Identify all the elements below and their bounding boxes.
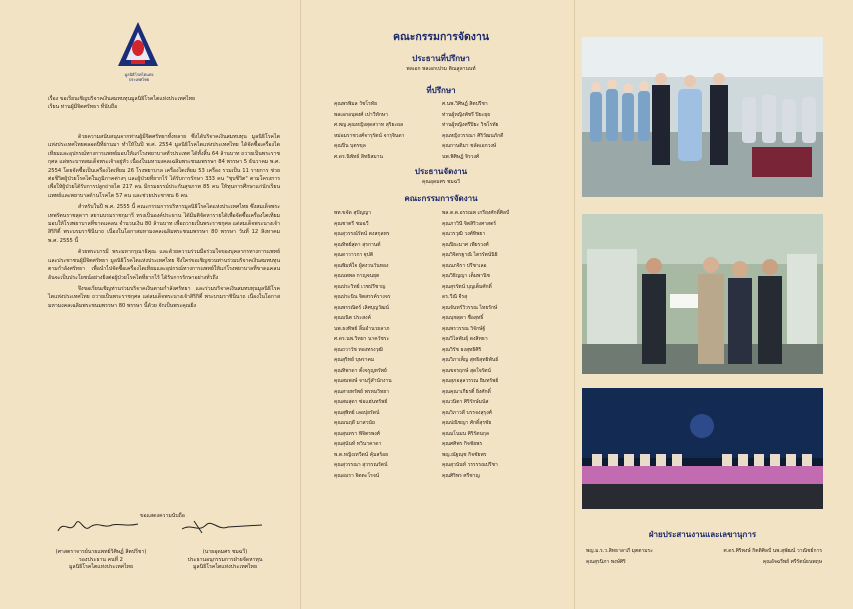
member-name: คุณสมสุดา ซ่อแฮ่นทรัพย์ [334, 399, 388, 405]
member-name: คุณสุนันท์ ทวินาคาดา [334, 441, 382, 447]
member-name: คุณมโนมน ศิริรัตนกุล [442, 430, 489, 437]
logo-caption [104, 72, 174, 82]
fold-line-left [300, 0, 301, 609]
list-item [326, 450, 558, 461]
list-item [586, 557, 822, 568]
member-name: คุณทิพาดา ตั้งจรูญทรัพย์ [334, 367, 387, 374]
member-name: คุณสุวรรณ์รัตน์ ตงสกุลทร [334, 231, 390, 237]
member-name: คุณคุณาเกียรติ์ ยิ่งศักดิ์ [442, 388, 491, 395]
letter-paragraph: สำหรับในปี พ.ศ. 2555 นี้ คณะกรรมการบริหารมูลนิธิโรคไตแห่งประเทศไทย ซึ่งสมเด็จพระเทพรัตนราชสุดาฯ สยามบรมราชกุมารี ทรงเป็นองค์ประธาน ได้มีมติจัดหารายได้เพื่อจัดซื้อเครื่องไตเทียมมอบให้โรงพยาบาลที่ขาดแคลน จำนวนเงิน 80 ล้านบาท เพื่อถวายเป็นพระราชกุศล แด่สมเด็จพระนางเจ้าสิริกิติ์ พระบรมราชินีนาถ เนื่องในโอกาสมหามงคลเฉลิมพระชนมพรรษา 80 พรรษา วันที่ 12 สิงหาคม พ.ศ. 2555 นี้ [48, 204, 280, 244]
member-name: คุณภาวินี จิตสิริวงศาสตร์ [442, 220, 497, 227]
advisor-name: คุณปิ่น บุตรขุล [334, 143, 366, 149]
list-item [326, 376, 558, 387]
photo-event-stage [582, 388, 823, 509]
photo-donation-ceremony [582, 214, 823, 374]
list-item [326, 261, 558, 272]
list-item [326, 271, 558, 282]
list-item [326, 397, 558, 408]
member-name: ดร.วีณี จีรสุ [442, 294, 468, 300]
signature-2-icon [172, 515, 282, 539]
organizing-committee-title: คณะกรรมการจัดงาน [404, 194, 478, 203]
list-item [326, 131, 558, 142]
advisors-title: ที่ปรึกษา [426, 86, 456, 95]
member-name: คุณวิจิตรฐาณิ ไตรรัตน์นิธิ [442, 252, 498, 258]
list-item [326, 141, 558, 152]
member-name: คุณสมพงษ์ จามรู้สำนักงาน [334, 378, 392, 384]
list-item [326, 334, 558, 345]
member-name: นพ.ธงทิพย์ ลิ้มอำนวยลาภ [334, 325, 390, 332]
member-name: คุณประวิทย์ เวชปรีชาญ [334, 283, 386, 290]
letter-recipient: เรียน ท่านผู้มีจิตศรัทธา ที่นับถือ [48, 104, 118, 110]
chair-title: ประธานจัดงาน [414, 167, 468, 176]
letter-paragraph: ด้วยพระบารมี พระมหากรุณาธิคุณ และด้วยความร่วมมือร่วมใจของบุคลากรทางการแพทย์ และประชาชนผู้มีจิตศรัทธา มูลนิธิโรคไตแห่งประเทศไทย จึงใคร่ขอเชิญชวนท่านร่วมบริจาคเงินสมทบทุนตามกำลังศรัทธา เพื่อนำไปจัดซื้อเครื่องไตเทียมและอุปกรณ์ทางการแพทย์ให้แก่โรงพยาบาลที่ขาดแคลน อันจะเป็นประโยชน์อย่างยิ่งต่อผู้ป่วยโรคไตที่ยากไร้ ได้รับการรักษาอย่างทั่วถึง [48, 249, 280, 281]
member-name: คุณอมรา จิตตะโรจน์ [334, 472, 380, 479]
logo-caption-line1: มูลนิธิโรคไตแห่ง [124, 72, 154, 77]
member-name: คุณวรวุฒิ วงศ์ทิพยา [442, 231, 486, 237]
advisor-name: คุณกานติมา ชลัดเอกวงษ์ [442, 143, 497, 149]
advisor-name: ศ.นพ.วิศิษฏ์ สิตปรีชา [442, 101, 488, 107]
letter-subject: เรื่อง ขอเรียนเชิญบริจาคเงินสมทบทุนมูลนิธิโรคไตแห่งประเทศไทย [48, 96, 196, 102]
member-name: คุณสุนทรา พิจิตรพงศ์ [334, 430, 380, 437]
signer-2-org: มูลนิธิโรคไตแห่งประเทศไทย [192, 564, 258, 571]
member-name: พ.ต.หญิงเทวีตน์ คุ้มสร้อย [334, 451, 389, 458]
signer-1-org: มูลนิธิโรคไตแห่งประเทศไทย [68, 564, 134, 571]
member-name: คุณชาตรี ชมฉวี [334, 220, 369, 227]
list-item [326, 418, 558, 429]
advisor-name: ศ.พญ.คุณหญิงสุดสวาท สุริยะผล [334, 122, 404, 128]
staff-name: คุณสุรนิภา พงษ์ศิริ [586, 559, 626, 565]
member-name: คุณวิภาวดี บรรจงสุรุงศ์ [442, 409, 492, 416]
member-name: คุณสุภอลุลวรรณ ยิมทรัพย์ [442, 378, 499, 384]
signature-1-icon [50, 515, 160, 539]
staff-name: ศ.ดร.ศิริพงษ์ กิตติศิลป์ นพ.สุพัฒน์ วาณิชย์การ [723, 548, 822, 554]
staff-name: คุณอัจฉรีพย์ ศรีรัตน์ธนพฤษ [762, 559, 822, 565]
fold-line-right [574, 0, 575, 609]
letter-header [48, 95, 288, 111]
member-name: คุณนุชสุดา ชื่อสุทธิ์ [442, 315, 484, 321]
advisor-name: คุณหญิงวรรณา ศิริวัฒนภักดี [442, 132, 504, 139]
member-name: คุณปิยะมาศ เพียรวงศ์ [442, 241, 489, 248]
member-name: คุณสุวนันท์ วรรรรณปรีชา [442, 462, 498, 468]
letter-paragraph: ด้วยความสนับสนุนจากท่านผู้มีจิตศรัทธาทั้งหลาย ซึ่งได้บริจาคเงินสมทบทุน มูลนิธิโรคไตแห่งประเทศไทยตลอดปีที่ผ่านมา ทำให้ในปี พ.ศ. 2554 มูลนิธิโรคไตแห่งประเทศไทย ได้จัดซื้อเครื่องไตเทียมและอุปกรณ์ทางการแพทย์มอบให้แก่โรงพยาบาลทั่วประเทศ ได้ทั้งสิ้น 64 ล้านบาท ถวายเป็นพระราชกุศล แด่พระบาทสมเด็จพระเจ้าอยู่หัว เนื่องในมหามงคลเฉลิมพระชนมพรรษา 84 พรรษา 5 ธันวาคม พ.ศ. 2554 โดยจัดซื้อเป็นเครื่องไตเทียม 26 โรงพยาบาล เครื่องไตเทียม 53 เครื่อง รวมเป็น 11 รายการ ช่วยต่อชีวิตผู้ป่วยโรคไตในภูมิภาคต่างๆ และผู้ป่วยที่ยากไร้ ได้รับการรักษา 333 คน "ชุบชีวิต" ตามโครงการเพื่อให้ผู้ป่วยได้รับการปลูกถ่ายไต 217 คน มีกรมธรรม์ประกันสุขภาพ 85 คน ให้ทุนการศึกษาแก่นักเรียนแพทย์และพยาบาลด้านโรคไต 57 คน และช่วยประชาชน 6 คน [48, 134, 280, 199]
letter-body [48, 133, 280, 313]
member-name: คุณศศิพร กิจชัยพร [442, 441, 483, 447]
list-item [326, 240, 558, 251]
member-name: คุณสุพิทย์ เลอปุยรัตน์ [334, 409, 380, 416]
list-item [326, 303, 558, 314]
advisor-name: พลเอกอนุพงศ์ เปาวีทักษา [334, 111, 388, 118]
list-item [326, 355, 558, 366]
member-name: คุณวิธิญญา เต็มพานิช [442, 273, 490, 279]
list-item [326, 229, 558, 240]
staff-list [586, 546, 822, 568]
staff-title: ฝ่ายประสานงานและเลขานุการ [648, 530, 757, 539]
list-item [326, 324, 558, 335]
signer-2 [162, 549, 288, 572]
advisor-name: นพ.พิศิษฏ์ จิรวงศ์ [442, 153, 480, 160]
signer-2-name: (นายอุดมศร ชมฉวี) [202, 549, 248, 555]
member-name: คุณสายทรัพย์ พรหมวิทยา [334, 388, 389, 395]
list-item [326, 282, 558, 293]
list-item [326, 120, 558, 131]
list-item [326, 292, 558, 303]
member-name: คุณทิพย์สุดา สุรกานต์ [334, 241, 381, 248]
list-item [326, 366, 558, 377]
list-item [586, 546, 822, 557]
member-name: คุณวิภาเพ็ญ สุทธิสุทธิพันธ์ [442, 357, 499, 363]
member-name: คุณจันทร์วิวรรณ ไทยรักษ์ [442, 304, 498, 311]
letter-paragraph: จึงขอเรียนเชิญท่านร่วมบริจาคเงินตามกำลังศรัทธา และร่วมบริจาคเงินสมทบทุนมูลนิธิโรคไตแห่งประเทศไทย ถวายเป็นพระราชกุศล แด่สมเด็จพระนางเจ้าสิริกิติ์ พระบรมราชินีนาถ เนื่องในโอกาสมหามงคลเฉลิมพระชนมพรรษา 80 พรรษา นี้ด้วย จักเป็นพระคุณยิ่ง [48, 285, 280, 309]
member-name: พท.ขจัด สุปัญญา [334, 210, 371, 216]
member-name: คุณสุรรัตน์ บุญเต็มศักดิ์ [442, 283, 492, 290]
advisors-list [326, 99, 558, 162]
list-item [326, 460, 558, 471]
advisor-name: ศ.ดร.นิพัทธ์ สิทธิสมาน [334, 153, 383, 160]
signer-1-name: (ศาสตราจารย์นายแพทย์วิศิษฏ์ สิตปรีชา) [55, 549, 147, 555]
list-item [326, 99, 558, 110]
member-name: คุณวิไลพันธุ์ ตงสิทธา [442, 336, 488, 342]
committee-title: คณะกรรมการจัดงาน [392, 31, 490, 43]
logo-caption-line2: ประเทศไทย [128, 77, 150, 82]
list-item [326, 208, 558, 219]
member-name: คุณประนิน จิตสรรค์รางจร [334, 294, 391, 300]
member-name: คุณพรวรรณ วิจักษ์ฐ์ [442, 325, 486, 332]
member-name: คุณมนิต ประสงค์ [334, 315, 371, 321]
member-name: คุณศิริพร ศรีชาญ [442, 472, 480, 479]
advisor-name: ท่านผู้หญิงพัชรี ปิยะยุธ [442, 111, 491, 118]
photo-hospital-visit [582, 37, 823, 197]
list-item [326, 345, 558, 356]
advisor-name: คุณพรพิมล วัชโรทัย [334, 101, 378, 107]
signer-1 [38, 549, 164, 572]
letter-closing: ขอแสดงความนับถือ [140, 513, 185, 519]
member-name: ศ.ดร.นพ.วิทยา นาควัชระ [334, 336, 390, 342]
member-name: คุณถวาวัช ทองทรงวุฒิ [334, 346, 383, 353]
member-name: คุณดาวาวกา ฐุปติ [334, 252, 374, 258]
member-name: พล.ต.ต.อรรณพ เกรียงศักดิ์ศิลป์ [442, 210, 510, 216]
honorary-chair-name: พลเอก พลเอกเปรม ติณสูลานนท์ [406, 66, 476, 72]
member-name: คุณปณิชญา ศักดิ์สุรชัย [442, 420, 492, 426]
chair-name: คุณอุดมศร ชมฉวี [422, 179, 460, 185]
member-name: คุณวิรัช ธงสุทธิศิริ [442, 346, 482, 353]
member-name: พญ.ณัฐณุช กิจชัยพร [442, 451, 487, 458]
list-item [326, 429, 558, 440]
member-name: คุณพิมพ์ใจ ผู้สงวนวันทอง [334, 262, 389, 269]
member-name: คุณนภจิรา ปรีชาเลอ [442, 262, 487, 269]
list-item [326, 313, 558, 324]
foundation-logo-icon [116, 20, 160, 70]
member-name: คุณพรรณิตร์ เลิศบุญวัฒน์ [334, 304, 389, 311]
member-name: คุณสุริทย์ บุษราคม [334, 357, 375, 363]
list-item [326, 408, 558, 419]
member-name: คุณสุวรรณา สุวรรณรัตน์ [334, 462, 388, 468]
list-item [326, 387, 558, 398]
list-item [326, 110, 558, 121]
list-item [326, 152, 558, 163]
advisor-name: หม่อมราชวงศ์จารุรัตน์ จารุจินดา [334, 132, 405, 139]
staff-name: พญ.ม.ร.ว.สิทธาลาภี มุตตามระ [586, 548, 653, 554]
member-name: คุณวนิตา ศิริรักษ์มนัส [442, 399, 489, 405]
list-item [326, 250, 558, 261]
list-item [326, 219, 558, 230]
signer-1-title: รองประธาน คนที่ 2 [79, 556, 123, 563]
member-name: คุณนพพล กาญจนยุต [334, 273, 380, 279]
list-item [326, 439, 558, 450]
signer-2-title: ประธานอนุกรรมการฝ่ายจัดหาทุน [187, 556, 263, 563]
list-item [326, 471, 558, 482]
honorary-chair-title: ประธานที่ปรึกษา [412, 54, 470, 63]
members-list [326, 208, 558, 481]
member-name: คุณมนฤดี มาสวนัย [334, 420, 375, 426]
member-name: คุณขจรฤกษ์ สุดใจรัตน์ [442, 367, 491, 374]
advisor-name: ท่านผู้หญิงศรีปิยะ วิชโรทัย [442, 122, 499, 128]
